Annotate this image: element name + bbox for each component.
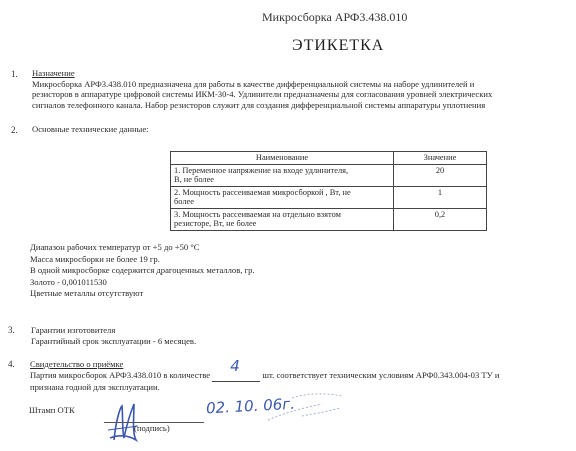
section-heading: Свидетельство о приёмке [30, 359, 124, 369]
section-number: 4. [8, 359, 15, 369]
section-warranty [31, 325, 196, 347]
row-value: 1 [394, 186, 487, 208]
table-row [171, 186, 487, 208]
text-fragment: Партия микросборок АРФ3.438.010 в количестве [30, 370, 211, 380]
table-row [171, 208, 487, 230]
section-heading: Гарантии изготовителя [31, 325, 116, 335]
text-line: признана годной для эксплуатации. [30, 382, 160, 392]
table-row [171, 164, 487, 186]
section-number: 1. [11, 69, 18, 79]
faint-stamp-icon [262, 386, 352, 428]
row-name [171, 164, 394, 186]
section-number: 2. [11, 125, 18, 135]
row-name [171, 208, 394, 230]
row-name-line: В, не более [174, 175, 215, 184]
text-line: Микросборка АРФ3.438.010 предназначена для работы в качестве дифференциальной системы на наборе удлинителей и [32, 78, 475, 89]
text-line: сигналов телефонного канала. Набор резисторов служит для создания дифференциальной системы аппаратуры уплотнения [32, 99, 486, 110]
table-header-row [171, 152, 487, 165]
section-heading: Основные технические данные: [32, 124, 149, 134]
quantity-field [212, 357, 260, 382]
specs-table [170, 151, 487, 231]
stamp-label: Штамп ОТК [29, 405, 75, 415]
document-header: Микросборка АРФ3.438.010 [262, 10, 408, 24]
section-heading: Назначение [32, 68, 75, 78]
column-header-name: Наименование [171, 152, 394, 165]
row-name-line: 3. Мощность рассеиваемая на отдельно взятом [174, 209, 341, 219]
section-number: 3. [8, 325, 15, 335]
signature-line [104, 422, 204, 423]
row-name-line: резисторе, Вт, не более [174, 219, 257, 228]
text-line: резисторов в аппаратуре цифровой системы ИКМ-30-4. Удлинители предназначены для согласования уровней электрических [32, 89, 493, 99]
technical-data-extra [30, 242, 255, 300]
text-line: Цветные металлы отсутствуют [30, 288, 144, 298]
row-name-line: 1. Переменное напряжение на входе удлинителя, [174, 165, 349, 175]
text-line: Масса микросборки не более 19 гр. [30, 253, 160, 264]
row-name-line: 2. Мощность рассеиваемая микросборкой , Вт, не [174, 187, 351, 197]
text-line: В одной микросборке содержится драгоценных металлов, гр. [30, 265, 255, 275]
row-name-line: более [174, 197, 194, 206]
text-line: Гарантийный срок эксплуатации - 6 месяцев. [31, 336, 197, 346]
section-purpose [32, 68, 492, 110]
row-value: 20 [394, 164, 487, 186]
row-value: 0,2 [394, 208, 487, 230]
text-line: Золото - 0,001011530 [30, 276, 107, 287]
signature-label: (подпись) [134, 423, 170, 433]
quantity-handwritten: 4 [230, 357, 240, 375]
text-fragment: шт. соответствует техническим условиям АРФ0.343.004-03 ТУ и [262, 370, 500, 380]
row-name [171, 186, 394, 208]
text-line: Диапазон рабочих температур от +5 до +50 °С [30, 242, 200, 252]
date-handwritten: 02. 10. 06г. [205, 394, 296, 418]
document-title: ЭТИКЕТКА [292, 37, 385, 54]
column-header-value: Значение [394, 152, 487, 165]
